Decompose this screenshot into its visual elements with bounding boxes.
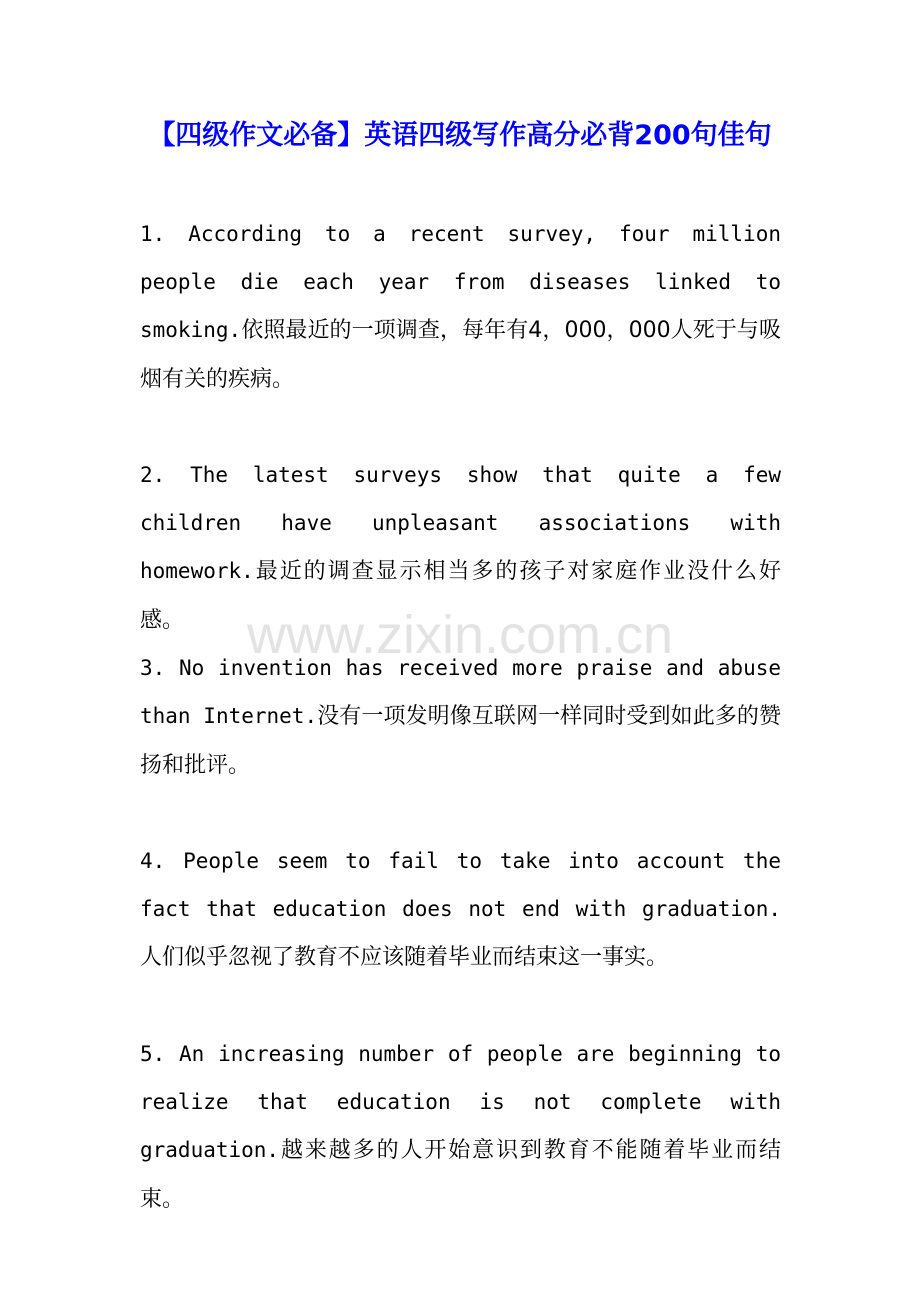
sentence-chinese: 人们似乎忽视了教育不应该随着毕业而结束这一事实。 [140,945,669,970]
sentence-chinese: 没有一项发明像互联网一样同时受到如此多的赞扬和批评。 [140,704,781,778]
sentence-chinese: 最近的调查显示相当多的孩子对家庭作业没什么好感。 [140,559,781,633]
sentence-item-4 [140,837,781,982]
sentence-english: 2. The latest surveys show that quite a few children have unpleasant associations with homework. [140,463,781,583]
sentence-english: 3. No invention has received more praise and abuse than Internet. [140,656,781,728]
sentence-chinese: 越来越多的人开始意识到教育不能随着毕业而结束。 [140,1138,781,1212]
document-title: 【四级作文必备】英语四级写作高分必背200句佳句 [148,120,772,151]
sentence-english: 1. According to a recent survey, four million people die each year from diseases linked to smoking. [140,222,781,342]
sentence-item-3 [140,644,781,790]
sentence-item-5 [140,1030,781,1224]
sentence-item-1 [140,210,781,404]
sentence-english: 5. An increasing number of people are beginning to realize that education is not complete with graduation. [140,1042,781,1162]
sentence-item-2 [140,451,781,645]
sentence-chinese: 依照最近的一项调查，每年有4，000，000人死于与吸烟有关的疾病。 [140,318,781,392]
sentence-english: 4. People seem to fail to take into account the fact that education does not end with graduation. [140,849,781,921]
watermark-text: www.zixin.com.cn [246,605,674,665]
